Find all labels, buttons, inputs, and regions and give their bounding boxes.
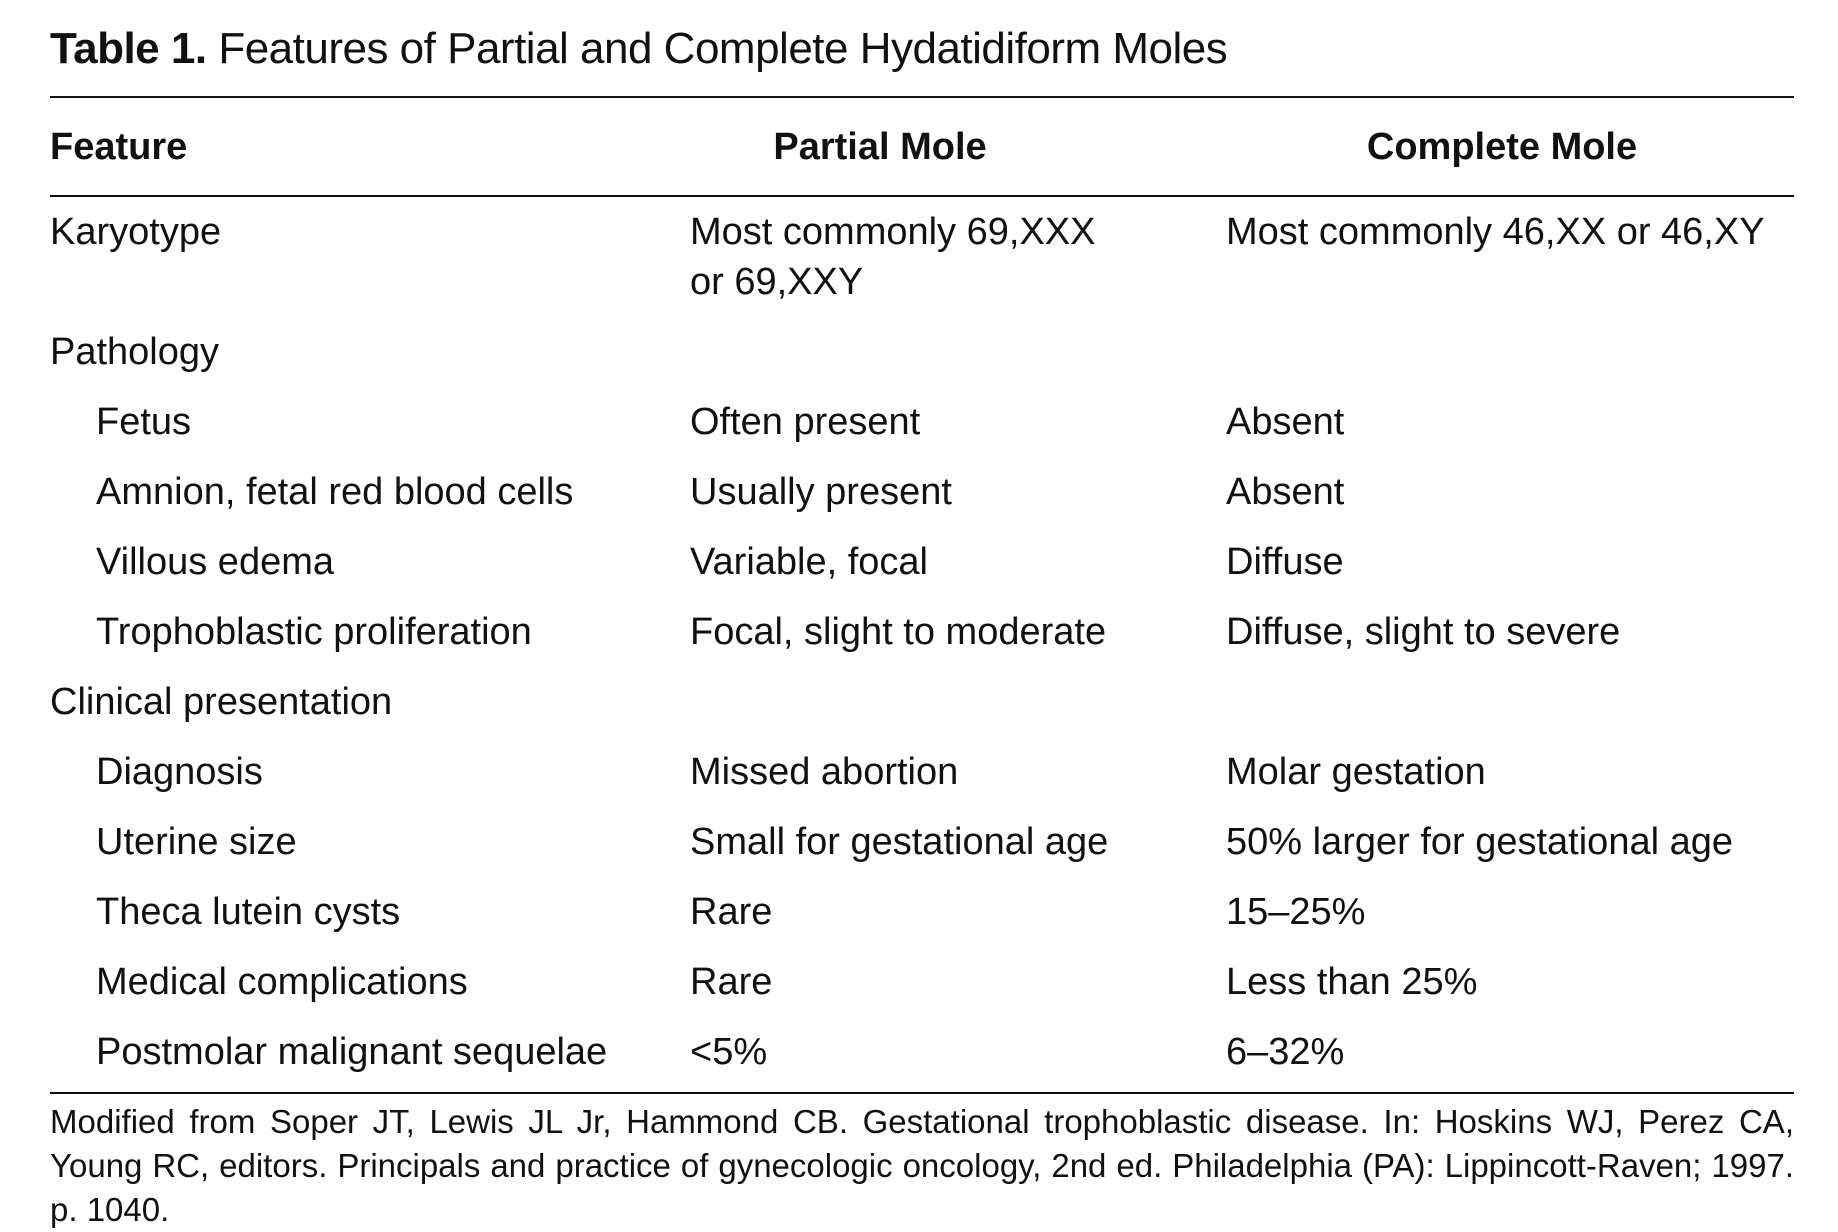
- column-header-partial-label: Partial Mole: [773, 126, 987, 168]
- cell-feature: Clinical presentation: [50, 681, 393, 723]
- table-row: [50, 327, 1794, 397]
- cell-partial-mole: [690, 327, 1210, 377]
- cell-complete-mole: Less than 25%: [1226, 961, 1478, 1003]
- table-row: [50, 207, 1794, 327]
- table-title: [50, 24, 1227, 74]
- table-row: [50, 817, 1794, 887]
- cell-partial-mole: Variable, focal: [690, 541, 928, 583]
- cell-feature: Pathology: [50, 331, 220, 373]
- cell-partial-mole: Missed abortion: [690, 751, 959, 793]
- cell-partial-mole: Rare: [690, 891, 773, 933]
- table-footnote: Modified from Soper JT, Lewis JL Jr, Hammond CB. Gestational trophoblastic disease. In: Hoskins WJ, Perez CA, Young RC, editors. Principals and practice of gynecologic oncology, 2nd ed. Philadelphia (PA): Lippincott-Raven; 1997. p. 1040.: [50, 1103, 1794, 1228]
- cell-feature: Uterine size: [96, 821, 297, 863]
- cell-complete-mole: Molar gestation: [1226, 751, 1486, 793]
- cell-partial-mole: Usually present: [690, 471, 952, 513]
- table-row: [50, 957, 1794, 1027]
- cell-partial-mole: Small for gestational age: [690, 821, 1109, 863]
- cell-feature: Postmolar malignant sequelae: [96, 1031, 608, 1073]
- table-row: [50, 677, 1794, 747]
- cell-partial-mole: Focal, slight to moderate: [690, 611, 1107, 653]
- cell-complete-mole: 15–25%: [1226, 891, 1366, 933]
- cell-complete-mole: 50% larger for gestational age: [1226, 821, 1733, 863]
- cell-feature: Karyotype: [50, 211, 222, 253]
- table-caption: Features of Partial and Complete Hydatidiform Moles: [218, 24, 1228, 73]
- cell-complete-mole: 6–32%: [1226, 1031, 1345, 1073]
- table-row: [50, 397, 1794, 467]
- table-row: [50, 537, 1794, 607]
- column-header-feature: Feature: [50, 126, 188, 168]
- cell-feature: Medical complications: [96, 961, 468, 1003]
- table-row: [50, 467, 1794, 537]
- header-rule: [50, 195, 1794, 197]
- cell-feature: Trophoblastic proliferation: [96, 611, 532, 653]
- table-row: [50, 747, 1794, 817]
- table-row: [50, 1027, 1794, 1097]
- bottom-rule: [50, 1092, 1794, 1094]
- table-row: [50, 887, 1794, 957]
- cell-partial-mole: Often present: [690, 401, 921, 443]
- cell-feature: Villous edema: [96, 541, 335, 583]
- cell-feature: Theca lutein cysts: [96, 891, 401, 933]
- top-rule: [50, 96, 1794, 98]
- cell-complete-mole: Most commonly 46,XX or 46,XY: [1226, 211, 1765, 253]
- cell-partial-mole: <5%: [690, 1031, 768, 1073]
- cell-complete-mole: Absent: [1226, 401, 1345, 443]
- cell-complete-mole: Absent: [1226, 471, 1345, 513]
- table-body: [50, 207, 1794, 1097]
- cell-feature: Diagnosis: [96, 751, 263, 793]
- cell-complete-mole: Diffuse: [1226, 541, 1344, 583]
- cell-complete-mole: Diffuse, slight to severe: [1226, 611, 1621, 653]
- table-number: Table 1.: [50, 24, 207, 73]
- cell-partial-mole: Rare: [690, 961, 773, 1003]
- cell-partial-mole: [690, 677, 1210, 727]
- cell-feature: Amnion, fetal red blood cells: [96, 471, 574, 513]
- cell-partial-mole: Most commonly 69,XXX or 69,XXY: [690, 211, 1096, 303]
- cell-feature: Fetus: [96, 401, 192, 443]
- column-header-complete-label: Complete Mole: [1366, 126, 1638, 168]
- table-row: [50, 607, 1794, 677]
